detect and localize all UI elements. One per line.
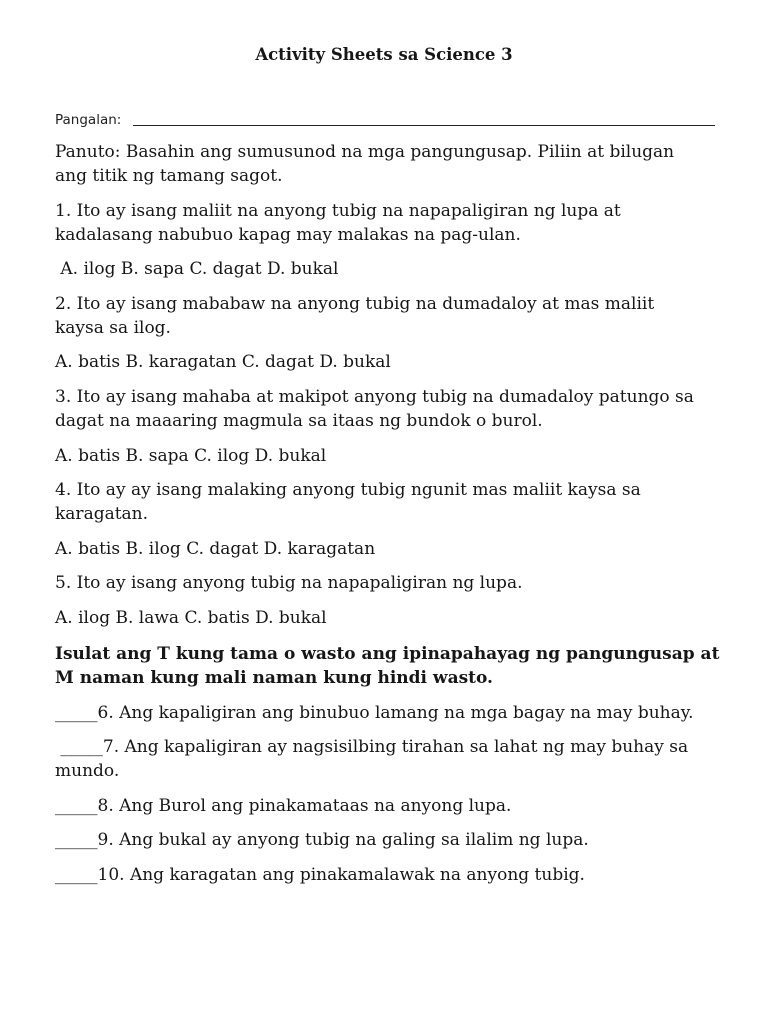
question-1 <box>55 199 725 247</box>
worksheet-content <box>55 140 725 887</box>
choices-text: A. ilog B. lawa C. batis D. bukal <box>55 607 327 628</box>
question-1-text: 1. Ito ay isang maliit na anyong tubig na napapaligiran ng lupa at <box>55 200 621 221</box>
true-false-item-6 <box>55 701 725 725</box>
item-7-text: mundo. <box>55 761 120 782</box>
item-9-text: _____9. Ang bukal ay anyong tubig na galing sa ilalim ng lupa. <box>55 830 589 851</box>
true-false-item-10 <box>55 863 725 887</box>
choices-text: A. batis B. karagatan C. dagat D. bukal <box>55 352 391 373</box>
true-false-instructions <box>55 642 725 690</box>
name-field <box>55 108 715 132</box>
question-3-text: 3. Ito ay isang mahaba at makipot anyong tubig na dumadaloy patungo sa <box>55 386 694 407</box>
question-1-choices <box>55 257 725 281</box>
true-false-instructions-line: M naman kung mali naman kung hindi wasto. <box>55 667 493 688</box>
true-false-instructions-line: Isulat ang T kung tama o wasto ang ipinapahayag ng pangungusap at <box>55 643 720 664</box>
question-5-text: 5. Ito ay isang anyong tubig na napapaligiran ng lupa. <box>55 573 523 594</box>
name-label: Pangalan: <box>55 112 122 128</box>
choices-text: A. ilog B. sapa C. dagat D. bukal <box>55 259 339 280</box>
question-2 <box>55 292 725 340</box>
name-blank-line <box>133 125 715 126</box>
instructions <box>55 140 725 188</box>
question-4 <box>55 478 725 526</box>
question-2-choices <box>55 350 725 374</box>
item-6-text: _____6. Ang kapaligiran ang binubuo lamang na mga bagay na may buhay. <box>55 702 694 723</box>
question-5-choices <box>55 606 725 630</box>
question-3-choices <box>55 444 725 468</box>
choices-text: A. batis B. ilog C. dagat D. karagatan <box>55 538 376 559</box>
question-4-choices <box>55 537 725 561</box>
item-10-text: _____10. Ang karagatan ang pinakamalawak na anyong tubig. <box>55 864 585 885</box>
question-1-text: kadalasang nabubuo kapag may malakas na pag-ulan. <box>55 224 521 245</box>
question-3-text: dagat na maaaring magmula sa itaas ng bundok o burol. <box>55 410 543 431</box>
question-4-text: karagatan. <box>55 504 149 525</box>
true-false-item-8 <box>55 794 725 818</box>
choices-text: A. batis B. sapa C. ilog D. bukal <box>55 445 327 466</box>
true-false-item-9 <box>55 828 725 852</box>
item-7-text: _____7. Ang kapaligiran ay nagsisilbing tirahan sa lahat ng may buhay sa <box>55 737 689 758</box>
worksheet-title: Activity Sheets sa Science 3 <box>255 45 513 64</box>
item-8-text: _____8. Ang Burol ang pinakamataas na anyong lupa. <box>55 795 512 816</box>
question-4-text: 4. Ito ay ay isang malaking anyong tubig ngunit mas maliit kaysa sa <box>55 480 641 501</box>
question-2-text: 2. Ito ay isang mababaw na anyong tubig na dumadaloy at mas maliit <box>55 293 655 314</box>
instructions-line: Panuto: Basahin ang sumusunod na mga pangungusap. Piliin at bilugan <box>55 142 675 162</box>
question-3 <box>55 385 725 433</box>
true-false-item-7 <box>55 735 725 783</box>
question-5 <box>55 571 725 595</box>
question-2-text: kaysa sa ilog. <box>55 317 171 338</box>
instructions-line: ang titik ng tamang sagot. <box>55 166 283 186</box>
